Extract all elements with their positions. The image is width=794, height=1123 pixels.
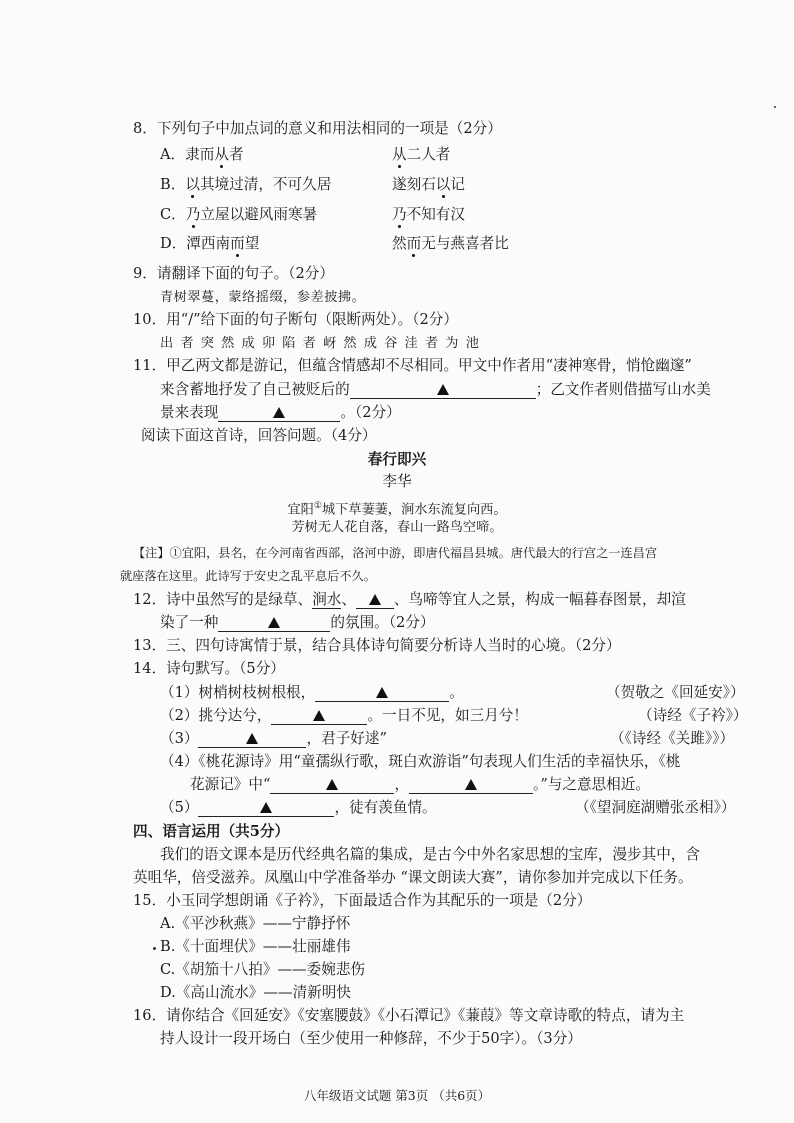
triangle-icon <box>313 710 325 721</box>
triangle-icon <box>326 779 338 790</box>
q8-option-a-left: A．隶而从者 <box>160 146 244 163</box>
q14-answer-blank-4a[interactable] <box>270 777 394 794</box>
q14-answer-blank-2[interactable] <box>271 708 367 725</box>
poem-note-1: 【注】①宜阳，县名，在今河南省西部，洛河中游，即唐代福昌县城。唐代最大的行宫之一连昌宫 <box>133 546 658 560</box>
poem-line-2: 芳树无人花自落，春山一路鸟空啼。 <box>291 520 503 535</box>
poem-line-1: 宜阳①城下草萋萋，涧水东流复向西。 <box>287 501 507 518</box>
q12-answer-blank-2[interactable] <box>218 615 330 632</box>
q14-answer-blank-5[interactable] <box>198 800 334 817</box>
q14-item-5: （5） ，徒有羡鱼情。 <box>160 799 437 816</box>
q11-answer-blank-1[interactable] <box>350 382 536 399</box>
q12-line-1: 12．诗中虽然写的是绿草、涧水、 、鸟啼等宜人之景，构成一幅暮春图景，却渲 <box>133 591 686 608</box>
q8-option-b-right: 遂刻石以记 <box>392 176 466 193</box>
q11-answer-blank-2[interactable] <box>218 405 340 422</box>
q8-option-c-left: C．乃立屋以避风雨寒暑 <box>160 206 318 223</box>
poem-note-2: 就座落在这里。此诗写于安史之乱平息后不久。 <box>120 569 376 583</box>
q14-item-2-source: （诗经《子衿》） <box>638 707 748 724</box>
q14-item-4-line-2: 花源记》中“ ， 。”与之意思相近。 <box>190 776 650 793</box>
q12-line-2: 染了一种 的氛围。（2分） <box>160 614 435 631</box>
q15-option-b: B.《十面埋伏》——壮丽雄伟 <box>160 938 351 955</box>
scan-speck <box>153 947 156 950</box>
q10-sentence: 出 者 突 然 成 卯 陷 者 岈 然 成 谷 洼 者 为 池 <box>160 336 481 351</box>
q16-line-2: 持人设计一段开场白（至少使用一种修辞，不少于50字）。（3分） <box>160 1030 582 1047</box>
q14-item-4-line-1: （4）《桃花源诗》用“童孺纵行歌，斑白欢游诣”句表现人们生活的幸福快乐，《桃 <box>160 753 681 770</box>
q8-option-d-left: D．潭西南而望 <box>160 235 260 252</box>
q10-stem: 10．用“/”给下面的句子断句（限断两处）。（2分） <box>133 311 458 328</box>
triangle-icon <box>260 802 272 813</box>
section-4-title: 四、语言运用（共5分） <box>133 823 290 840</box>
q11-line-3: 景来表现 。（2分） <box>160 404 401 421</box>
q9-stem: 9．请翻译下面的句子。（2分） <box>133 265 334 282</box>
q14-item-3-source: （《诗经《关雎》》） <box>610 730 735 747</box>
triangle-icon <box>376 687 388 698</box>
q16-line-1: 16．请你结合《回延安》《安塞腰鼓》《小石潭记》《蒹葭》等文章诗歌的特点，请为主 <box>133 1007 685 1024</box>
q14-answer-blank-4b[interactable] <box>409 777 533 794</box>
page-footer: 八年级语文试题 第3页 （共6页） <box>303 1088 491 1103</box>
q14-item-2: （2）挑兮达兮， 。一日不见，如三月兮！ <box>160 707 528 724</box>
q11-line-1: 11．甲乙两文都是游记，但蕴含情感却不尽相同。甲文中作者用“凄神寒骨，悄怆幽邃” <box>133 357 692 374</box>
q13-stem: 13．三、四句诗寓情于景，结合具体诗句简要分析诗人当时的心境。（2分） <box>133 637 621 654</box>
q15-option-a: A.《平沙秋燕》——宁静抒怀 <box>160 915 351 932</box>
section-4-paragraph-line-1: 我们的语文课本是历代经典名篇的集成，是古今中外名家思想的宝库，漫步其中，含 <box>160 846 700 863</box>
triangle-icon <box>437 384 449 395</box>
q14-item-3: （3） ，君子好逑” <box>160 730 387 747</box>
q14-stem: 14．诗句默写。（5分） <box>133 660 285 677</box>
q14-answer-blank-1[interactable] <box>315 685 449 702</box>
q14-answer-blank-3[interactable] <box>198 731 306 748</box>
q14-item-1: （1）树梢树枝树根根， 。 <box>160 684 464 701</box>
q12-answer-blank-1[interactable] <box>356 592 394 609</box>
q8-option-d-right: 然而无与燕喜者比 <box>392 235 509 252</box>
q11-line-2: 来含蓄地抒发了自己被贬后的 ；乙文作者则借描写山水美 <box>160 381 711 398</box>
triangle-icon <box>369 594 381 605</box>
triangle-icon <box>465 779 477 790</box>
q15-stem: 15．小玉同学想朗诵《子衿》，下面最适合作为其配乐的一项是（2分） <box>133 892 592 909</box>
scan-speck <box>774 106 776 108</box>
triangle-icon <box>273 407 285 418</box>
q8-option-b-left: B．以其境过清，不可久居 <box>160 176 332 193</box>
q14-item-1-source: （贺敬之《回延安》） <box>606 684 745 701</box>
triangle-icon <box>268 617 280 628</box>
q8-stem: 8．下列句子中加点词的意义和用法相同的一项是（2分） <box>133 120 502 137</box>
q9-sentence: 青树翠蔓，蒙络摇缀，参差披拂。 <box>160 290 366 305</box>
poem-title: 春行即兴 <box>367 451 427 468</box>
q15-option-d: D.《高山流水》——清新明快 <box>160 984 351 1001</box>
section-4-paragraph-line-2: 英咀华，倍受滋养。凤凰山中学准备举办 “课文朗读大赛”，请你参加并完成以下任务。 <box>133 869 693 886</box>
q14-item-5-source: （《望洞庭湖赠张丞相》） <box>575 799 736 816</box>
q15-option-c: C.《胡笳十八拍》——委婉悲伤 <box>160 961 366 978</box>
poem-intro: 阅读下面这首诗，回答问题。（4分） <box>141 427 377 444</box>
q8-option-a-right: 从二人者 <box>392 146 451 163</box>
poem-author: 李华 <box>382 473 412 490</box>
triangle-icon <box>246 733 258 744</box>
q8-option-c-right: 乃不知有汉 <box>392 206 465 223</box>
